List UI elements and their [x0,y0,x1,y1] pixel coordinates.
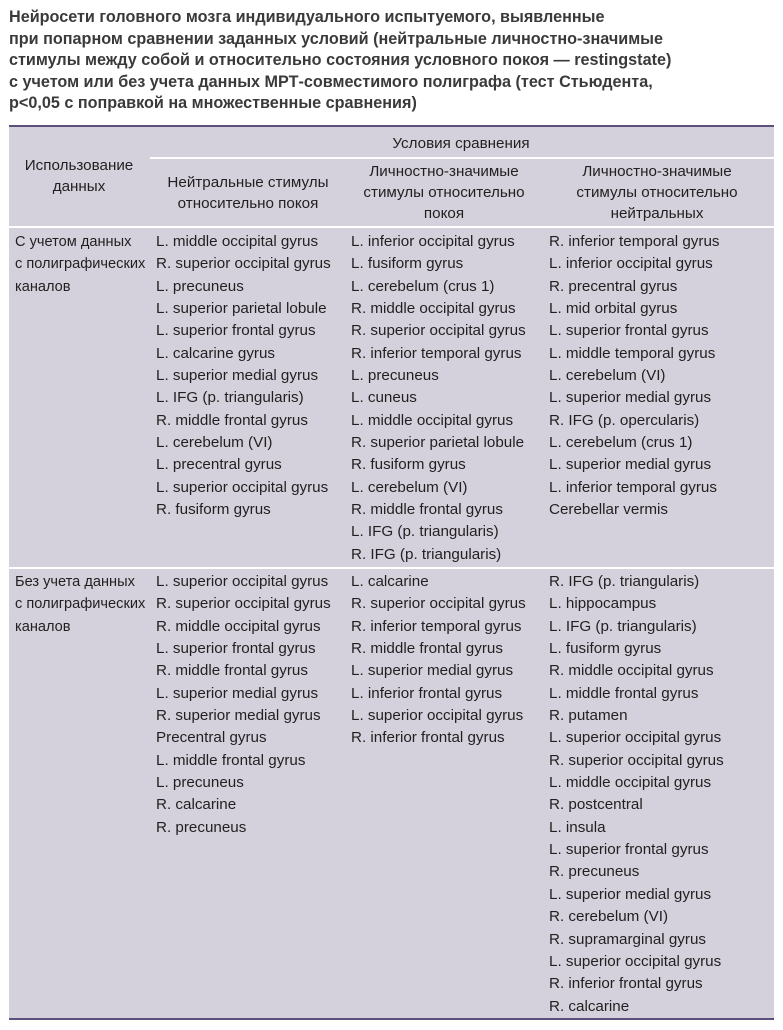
brain-region-item: L. precentral gyrus [156,456,282,474]
brain-region-item: L. superior medial gyrus [156,367,319,385]
brain-region-item: L. superior occipital gyrus [549,729,722,747]
brain-region-item: L. hippocampus [549,595,657,613]
brain-region-item: R. inferior temporal gyrus [351,617,522,635]
brain-region-item: R. cerebelum (VI) [549,908,669,926]
brain-region-item: L. superior medial gyrus [156,684,319,702]
brain-region-item: R. superior occipital gyrus [156,595,331,613]
brain-region-item: R. middle frontal gyrus [351,501,503,519]
brain-region-item: L. mid orbital gyrus [549,300,678,318]
row-label-without-polygraph [15,571,145,638]
brain-region-item: R. IFG (p. triangularis) [549,573,700,590]
brain-region-item: L. superior medial gyrus [549,456,712,474]
brain-region-item: L. IFG (p. triangularis) [351,523,499,541]
header-conditions-label: Условия сравнения [392,135,530,152]
brain-region-item: L. calcarine [351,573,429,590]
brain-region-item: L. precuneus [156,277,244,295]
brain-region-item: R. superior occipital gyrus [549,751,724,769]
brain-region-item: R. inferior frontal gyrus [351,729,505,747]
brain-region-item: L. middle frontal gyrus [156,751,306,769]
header-col-line: стимулы относительно [363,184,525,201]
header-conditions [150,133,772,154]
brain-region-item: R. postcentral [549,796,643,814]
brain-region-item: L. superior frontal gyrus [156,640,316,658]
row-label-line: с полиграфических [15,256,146,273]
brain-region-item: L. superior occipital gyrus [351,707,524,725]
brain-region-item: L. fusiform gyrus [351,255,464,273]
brain-region-item: R. superior occipital gyrus [351,595,526,613]
header-col-line: нейтральных [610,205,704,222]
brain-region-item: L. inferior occipital gyrus [351,233,515,250]
brain-region-item: L. superior frontal gyrus [549,841,709,859]
brain-region-item: L. cerebelum (VI) [549,367,666,385]
brain-region-item: Precentral gyrus [156,729,267,747]
title-line: с учетом или без учета данных МРТ-совместимого полиграфа (тест Стьюдента, [9,72,653,91]
cell-row2-col1 [156,571,331,839]
brain-region-item: L. superior occipital gyrus [549,952,722,970]
header-col-personal-vs-rest [346,161,542,224]
row-divider [9,226,774,228]
brain-region-item: L. middle frontal gyrus [549,684,699,702]
header-usage [9,155,149,197]
cell-row1-col3 [549,231,720,521]
brain-region-item: R. calcarine [156,796,237,814]
brain-region-item: R. precuneus [156,818,247,836]
brain-region-item: L. superior occipital gyrus [156,478,329,496]
brain-region-item: L. IFG (p. triangularis) [549,617,697,635]
brain-region-item: L. superior frontal gyrus [549,322,709,340]
row-label-line: с полиграфических [15,596,146,613]
brain-region-item: R. inferior temporal gyrus [351,344,522,362]
brain-region-item: L. middle occipital gyrus [549,774,712,792]
brain-region-item: L. cuneus [351,389,417,407]
brain-region-item: R. precuneus [549,863,640,881]
brain-region-item: R. superior occipital gyrus [351,322,526,340]
cell-row1-col1 [156,231,331,521]
brain-region-item: L. superior occipital gyrus [156,573,329,590]
brain-region-item: R. inferior frontal gyrus [549,975,703,993]
brain-region-item: L. inferior temporal gyrus [549,478,717,496]
row-label-line: каналов [15,278,71,295]
brain-region-item: R. middle occipital gyrus [351,300,516,318]
brain-region-item: R. supramarginal gyrus [549,930,706,948]
brain-region-item: L. cerebelum (VI) [156,434,273,452]
table-title [9,7,774,115]
header-col-neutral [150,172,346,214]
header-col-line: покоя [423,205,465,222]
row-label-line: каналов [15,618,71,635]
cell-row2-col2 [351,571,526,750]
brain-region-item: L. superior medial gyrus [549,389,712,407]
brain-region-item: L. middle temporal gyrus [549,344,716,362]
brain-region-item: R. precentral gyrus [549,277,678,295]
data-table [9,125,774,1020]
brain-region-item: Cerebellar vermis [549,501,669,519]
brain-region-item: R. calcarine [549,997,630,1015]
brain-region-item: R. fusiform gyrus [351,456,466,474]
brain-region-item: L. cerebelum (crus 1) [549,434,693,452]
title-line: р<0,05 с поправкой на множественные сравнения) [9,94,417,113]
title-line: Нейросети головного мозга индивидуального испытуемого, выявленные [9,8,605,26]
brain-region-item: R. middle occipital gyrus [549,662,714,680]
brain-region-item: R. middle frontal gyrus [351,640,503,658]
brain-region-item: L. inferior occipital gyrus [549,255,713,273]
title-line: при попарном сравнении заданных условий (нейтральные личностно-значимые [9,29,663,48]
brain-region-item: R. putamen [549,707,628,725]
brain-region-item: R. fusiform gyrus [156,501,271,519]
row-divider [9,567,774,569]
brain-region-item: L. middle occipital gyrus [351,411,514,429]
brain-region-item: R. middle occipital gyrus [156,617,321,635]
header-divider [150,157,774,159]
row-label-line: Без учета данных [15,574,135,590]
brain-region-item: L. cerebelum (VI) [351,478,468,496]
brain-region-item: L. superior parietal lobule [156,300,327,318]
brain-region-item: L. middle occipital gyrus [156,233,319,250]
header-col-line: стимулы относительно [576,184,738,201]
header-col-personal-vs-neutral [542,161,772,224]
brain-region-item: L. inferior frontal gyrus [351,684,503,702]
cell-row1-col2 [351,231,526,566]
cell-row2-col3 [549,571,724,1018]
brain-region-item: R. middle frontal gyrus [156,411,308,429]
brain-region-item: R. superior parietal lobule [351,434,525,452]
brain-region-item: L. calcarine gyrus [156,344,276,362]
brain-region-item: L. cerebelum (crus 1) [351,277,495,295]
brain-region-item: L. IFG (p. triangularis) [156,389,304,407]
brain-region-item: R. inferior temporal gyrus [549,233,720,250]
brain-region-item: L. superior medial gyrus [351,662,514,680]
header-col-line: Личностно-значимые [369,163,519,180]
brain-region-item: L. superior frontal gyrus [156,322,316,340]
brain-region-item: L. fusiform gyrus [549,640,662,658]
row-label-with-polygraph [15,231,145,298]
title-line: стимулы между собой и относительно состояния условного покоя — restingstate) [9,51,672,70]
brain-region-item: R. IFG (p. triangularis) [351,545,502,563]
brain-region-item: L. precuneus [351,367,439,385]
brain-region-item: R. superior medial gyrus [156,707,321,725]
brain-region-item: L. superior medial gyrus [549,885,712,903]
brain-region-item: L. precuneus [156,774,244,792]
header-usage-line: Использование [24,157,134,174]
header-col-line: относительно покоя [177,195,319,212]
brain-region-item: R. superior occipital gyrus [156,255,331,273]
header-col-line: Нейтральные стимулы [167,174,329,191]
brain-region-item: R. middle frontal gyrus [156,662,308,680]
header-col-line: Личностно-значимые [582,163,732,180]
brain-region-item: R. IFG (p. opercularis) [549,411,700,429]
brain-region-item: L. insula [549,818,606,836]
header-usage-line: данных [52,178,106,195]
row-label-line: С учетом данных [15,234,132,250]
